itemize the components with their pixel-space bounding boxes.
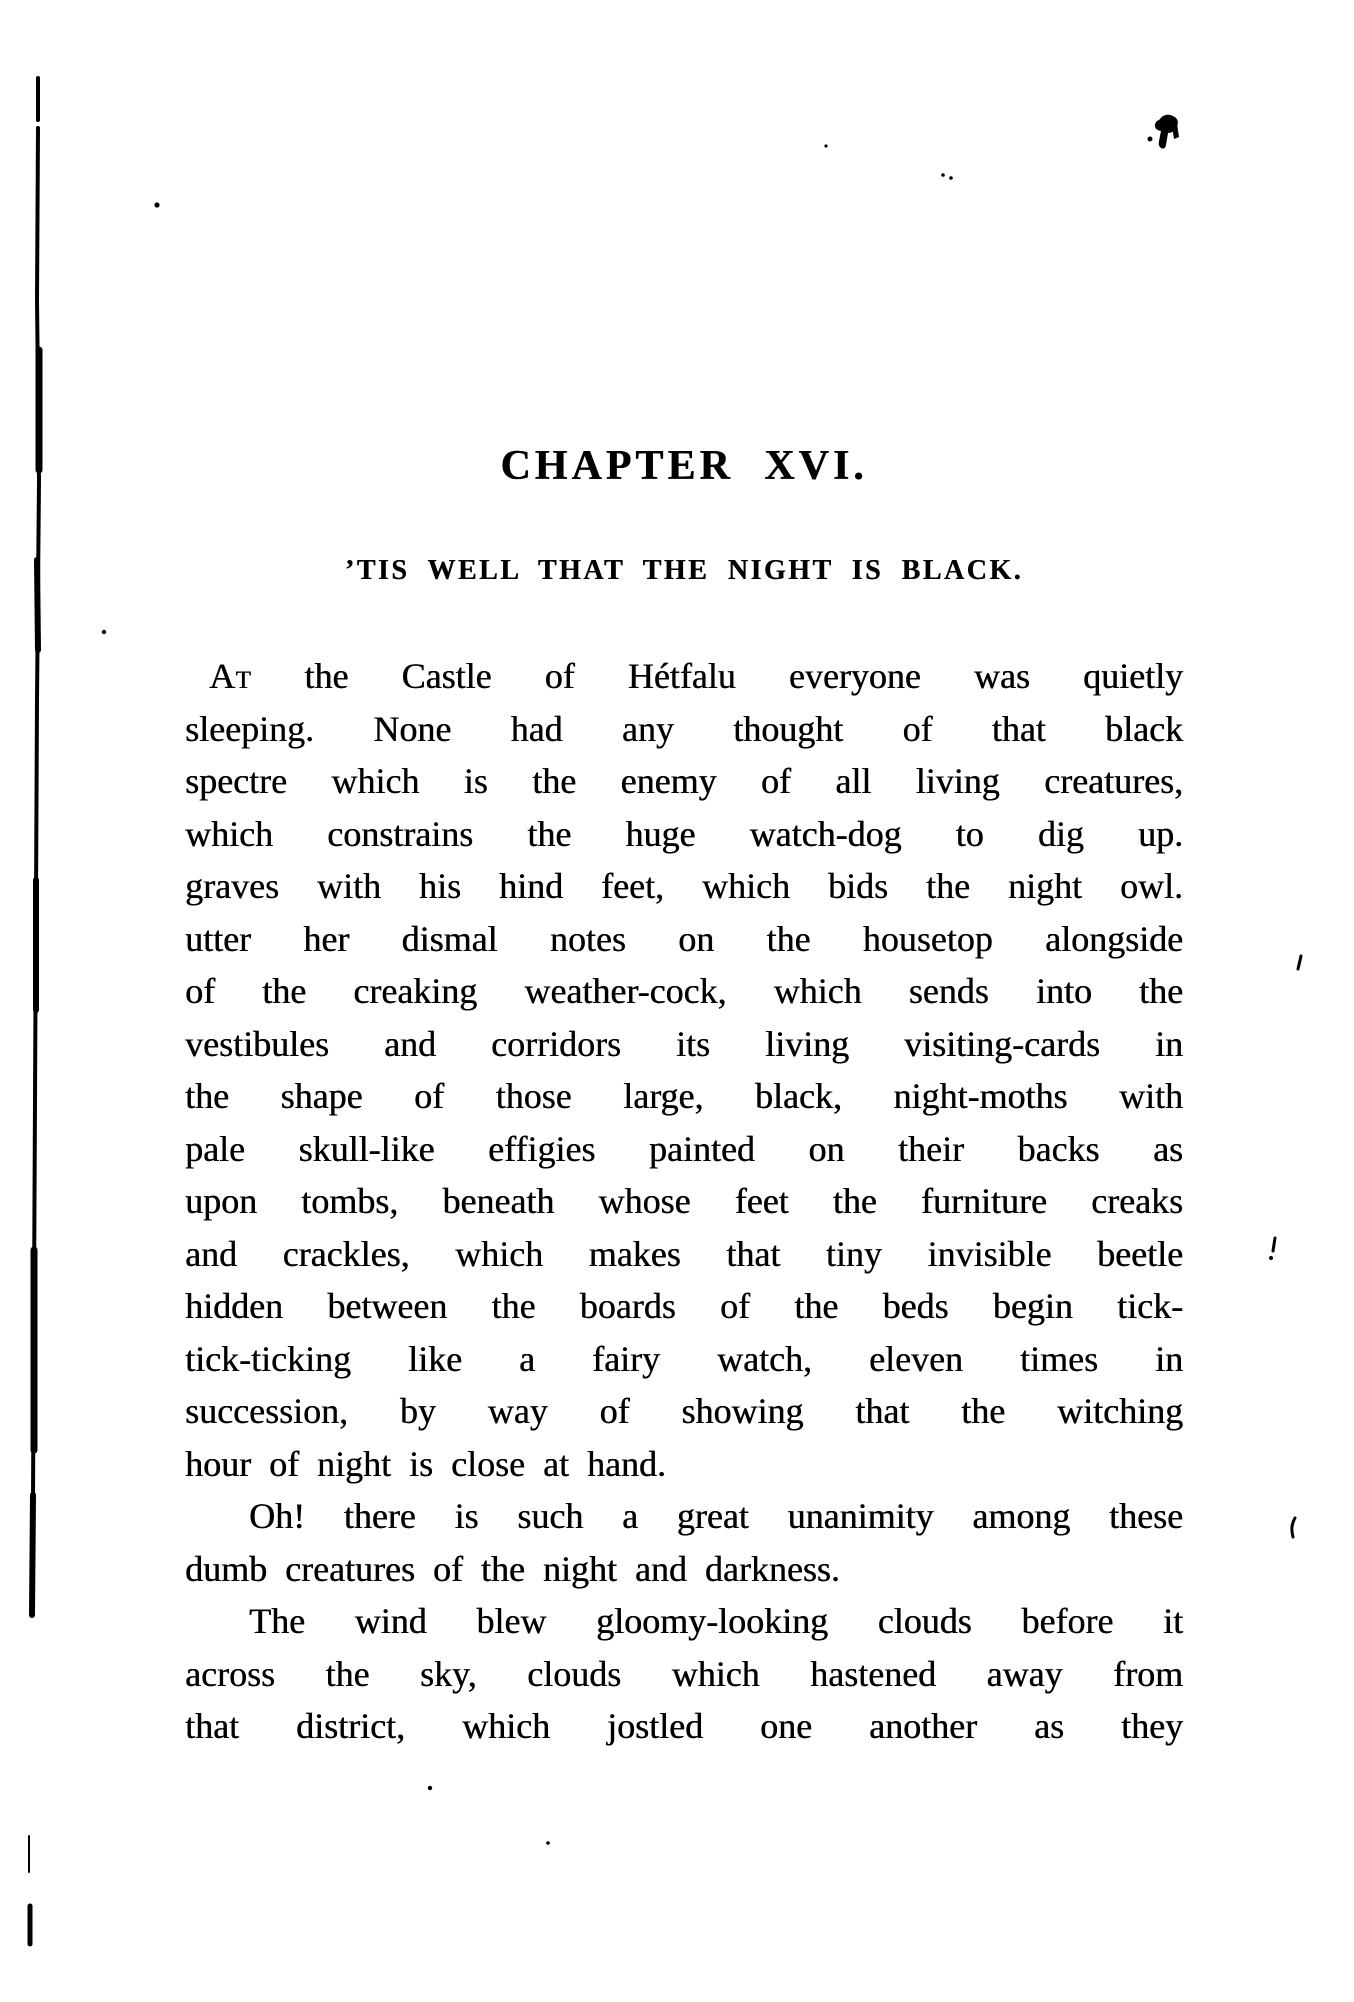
- text-line: upon tombs, beneath whose feet the furniture creaks: [185, 1181, 1183, 1221]
- text-line: sleeping. None had any thought of that black: [185, 708, 1183, 749]
- text-line: and crackles, which makes that tiny invisible beetle: [185, 1233, 1183, 1274]
- text-line: succession, by way of showing that the witching: [185, 1391, 1183, 1431]
- text-line: Oh! there is such a great unanimity among these: [249, 1496, 1183, 1536]
- text-line: of the creaking weather-cock, which sends into the: [185, 971, 1183, 1011]
- text-line: tick-ticking like a fairy watch, eleven times in: [185, 1338, 1183, 1379]
- text-line: the shape of those large, black, night-moths with: [185, 1076, 1183, 1116]
- text-line: graves with his hind feet, which bids the night owl.: [185, 866, 1183, 906]
- text-line-rest: the Castle of Hétfalu everyone was quietly: [251, 656, 1183, 696]
- text-line: [185, 650, 1183, 703]
- ink-smudge: [1148, 115, 1180, 149]
- text-line: vestibules and corridors its living visiting-cards in: [185, 1023, 1183, 1064]
- chapter-subtitle: ’TIS WELL THAT THE NIGHT IS BLACK.: [344, 555, 1024, 586]
- text-line: which constrains the huge watch-dog to dig up.: [185, 813, 1183, 854]
- text-line: dumb creatures of the night and darkness.: [185, 1548, 840, 1589]
- margin-ink-marks: [1269, 956, 1301, 1537]
- chapter-heading: CHAPTER XVI.: [500, 443, 868, 489]
- text-line: spectre which is the enemy of all living creatures,: [185, 761, 1183, 801]
- text-line: hour of night is close at hand.: [185, 1443, 666, 1484]
- text-line: utter her dismal notes on the housetop alongside: [185, 918, 1183, 959]
- page-body: [185, 650, 1183, 1753]
- text-line: that district, which jostled one another as they: [185, 1706, 1183, 1746]
- text-line: hidden between the boards of the beds begin tick-: [185, 1286, 1183, 1326]
- page-binding-line: [29, 78, 39, 1944]
- text-line: pale skull-like effigies painted on their backs as: [185, 1128, 1183, 1169]
- text-line: The wind blew gloomy-looking clouds before it: [249, 1601, 1183, 1641]
- lead-word-smallcaps: At: [209, 656, 252, 696]
- text-line: across the sky, clouds which hastened away from: [185, 1653, 1183, 1694]
